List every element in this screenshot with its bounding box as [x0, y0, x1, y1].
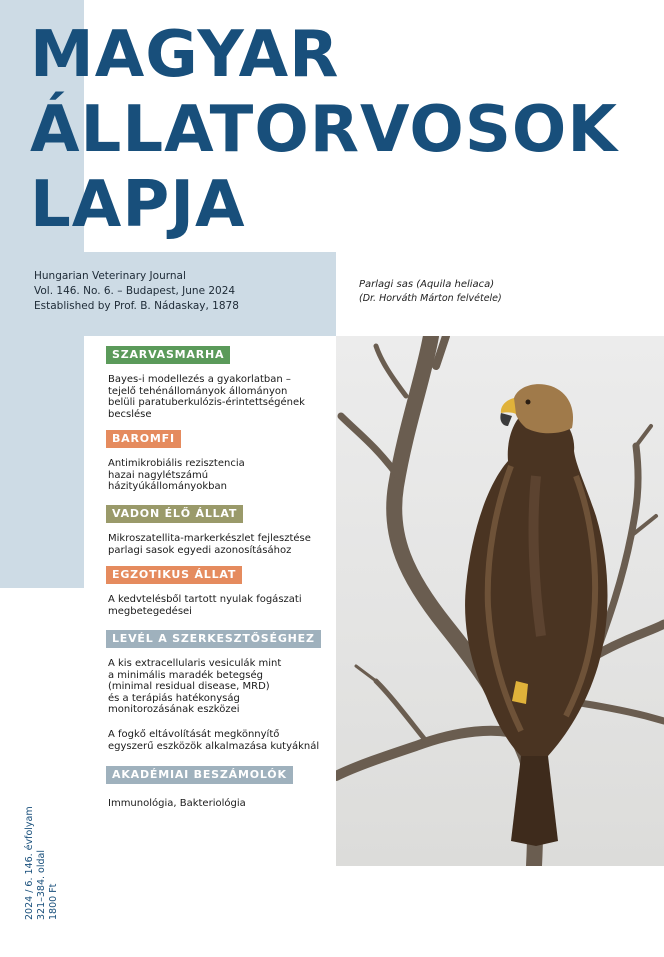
- photo-caption: [359, 278, 502, 306]
- article-immunologia[interactable]: [108, 798, 246, 810]
- section-label-egzotikus-allat: EGZOTIKUS ÁLLAT: [106, 566, 242, 584]
- journal-english-name: Hungarian Veterinary Journal: [34, 270, 186, 282]
- journal-title: [30, 18, 618, 243]
- spine-price: 1800 Ft: [48, 883, 59, 920]
- article-line: hazai nagylétszámú: [108, 469, 209, 481]
- article-line: A fogkő eltávolítását megkönnyítő: [108, 729, 280, 740]
- article-line: házityúkállományokban: [108, 481, 227, 493]
- eagle-illustration: [336, 336, 664, 866]
- article-mikroszatellita[interactable]: [108, 533, 311, 556]
- photo-credit: (Dr. Horváth Márton felvétele): [359, 293, 502, 304]
- photo-caption-species: Parlagi sas (Aquila heliaca): [359, 279, 495, 290]
- article-paratuberkulozis[interactable]: [108, 374, 305, 420]
- article-line: (minimal residual disease, MRD): [108, 681, 270, 693]
- section-label-akademiai-beszamolok: AKADÉMIAI BESZÁMOLÓK: [106, 766, 293, 784]
- article-line: Antimikrobiális rezisztencia: [108, 458, 245, 469]
- article-extracellularis-vesiculak[interactable]: [108, 658, 281, 716]
- article-line: monitorozásának eszközei: [108, 704, 240, 716]
- spine-pages: 321–384. oldal: [36, 850, 47, 920]
- article-line: megbetegedései: [108, 605, 192, 617]
- article-line: Mikroszatellita-markerkészlet fejlesztése: [108, 533, 311, 544]
- title-line-2: ÁLLATORVOSOK: [30, 93, 618, 167]
- article-line: A kis extracellularis vesiculák mint: [108, 658, 282, 669]
- journal-established: Established by Prof. B. Nádaskay, 1878: [34, 300, 239, 312]
- section-label-szarvasmarha: SZARVASMARHA: [106, 346, 230, 364]
- spine-info: [24, 806, 60, 920]
- section-label-vadon-elo-allat: VADON ÉLŐ ÁLLAT: [106, 505, 243, 523]
- article-fogko-eltavolitas[interactable]: [108, 729, 319, 752]
- article-nyulak-fogaszat[interactable]: [108, 594, 302, 617]
- article-line: tejelő tehénállományok állományon: [108, 385, 288, 397]
- article-antimikrobialis[interactable]: [108, 458, 245, 493]
- section-label-baromfi: BAROMFI: [106, 430, 181, 448]
- article-line: a minimális maradék betegség: [108, 669, 263, 681]
- article-line: Bayes-i modellezés a gyakorlatban –: [108, 374, 291, 385]
- article-line: egyszerű eszközök alkalmazása kutyáknál: [108, 740, 320, 752]
- title-line-3: LAPJA: [30, 168, 246, 242]
- article-line: és a terápiás hatékonyság: [108, 692, 240, 704]
- title-line-1: MAGYAR: [30, 18, 340, 92]
- article-line: A kedvtelésből tartott nyulak fogászati: [108, 594, 302, 605]
- cover-photo-eagle: [336, 336, 664, 866]
- article-line: belüli paratuberkulózis-érintettségének: [108, 397, 305, 409]
- article-line: parlagi sasok egyedi azonosításához: [108, 544, 292, 556]
- spine-volume: 2024 / 6. 146. évfolyam: [24, 806, 35, 920]
- journal-info: [34, 269, 239, 314]
- journal-volume: Vol. 146. No. 6. – Budapest, June 2024: [34, 285, 236, 297]
- article-line: Immunológia, Bakteriológia: [108, 798, 246, 809]
- article-line: becslése: [108, 408, 152, 420]
- section-label-level-a-szerkesztoseghez: LEVÉL A SZERKESZTŐSÉGHEZ: [106, 630, 321, 648]
